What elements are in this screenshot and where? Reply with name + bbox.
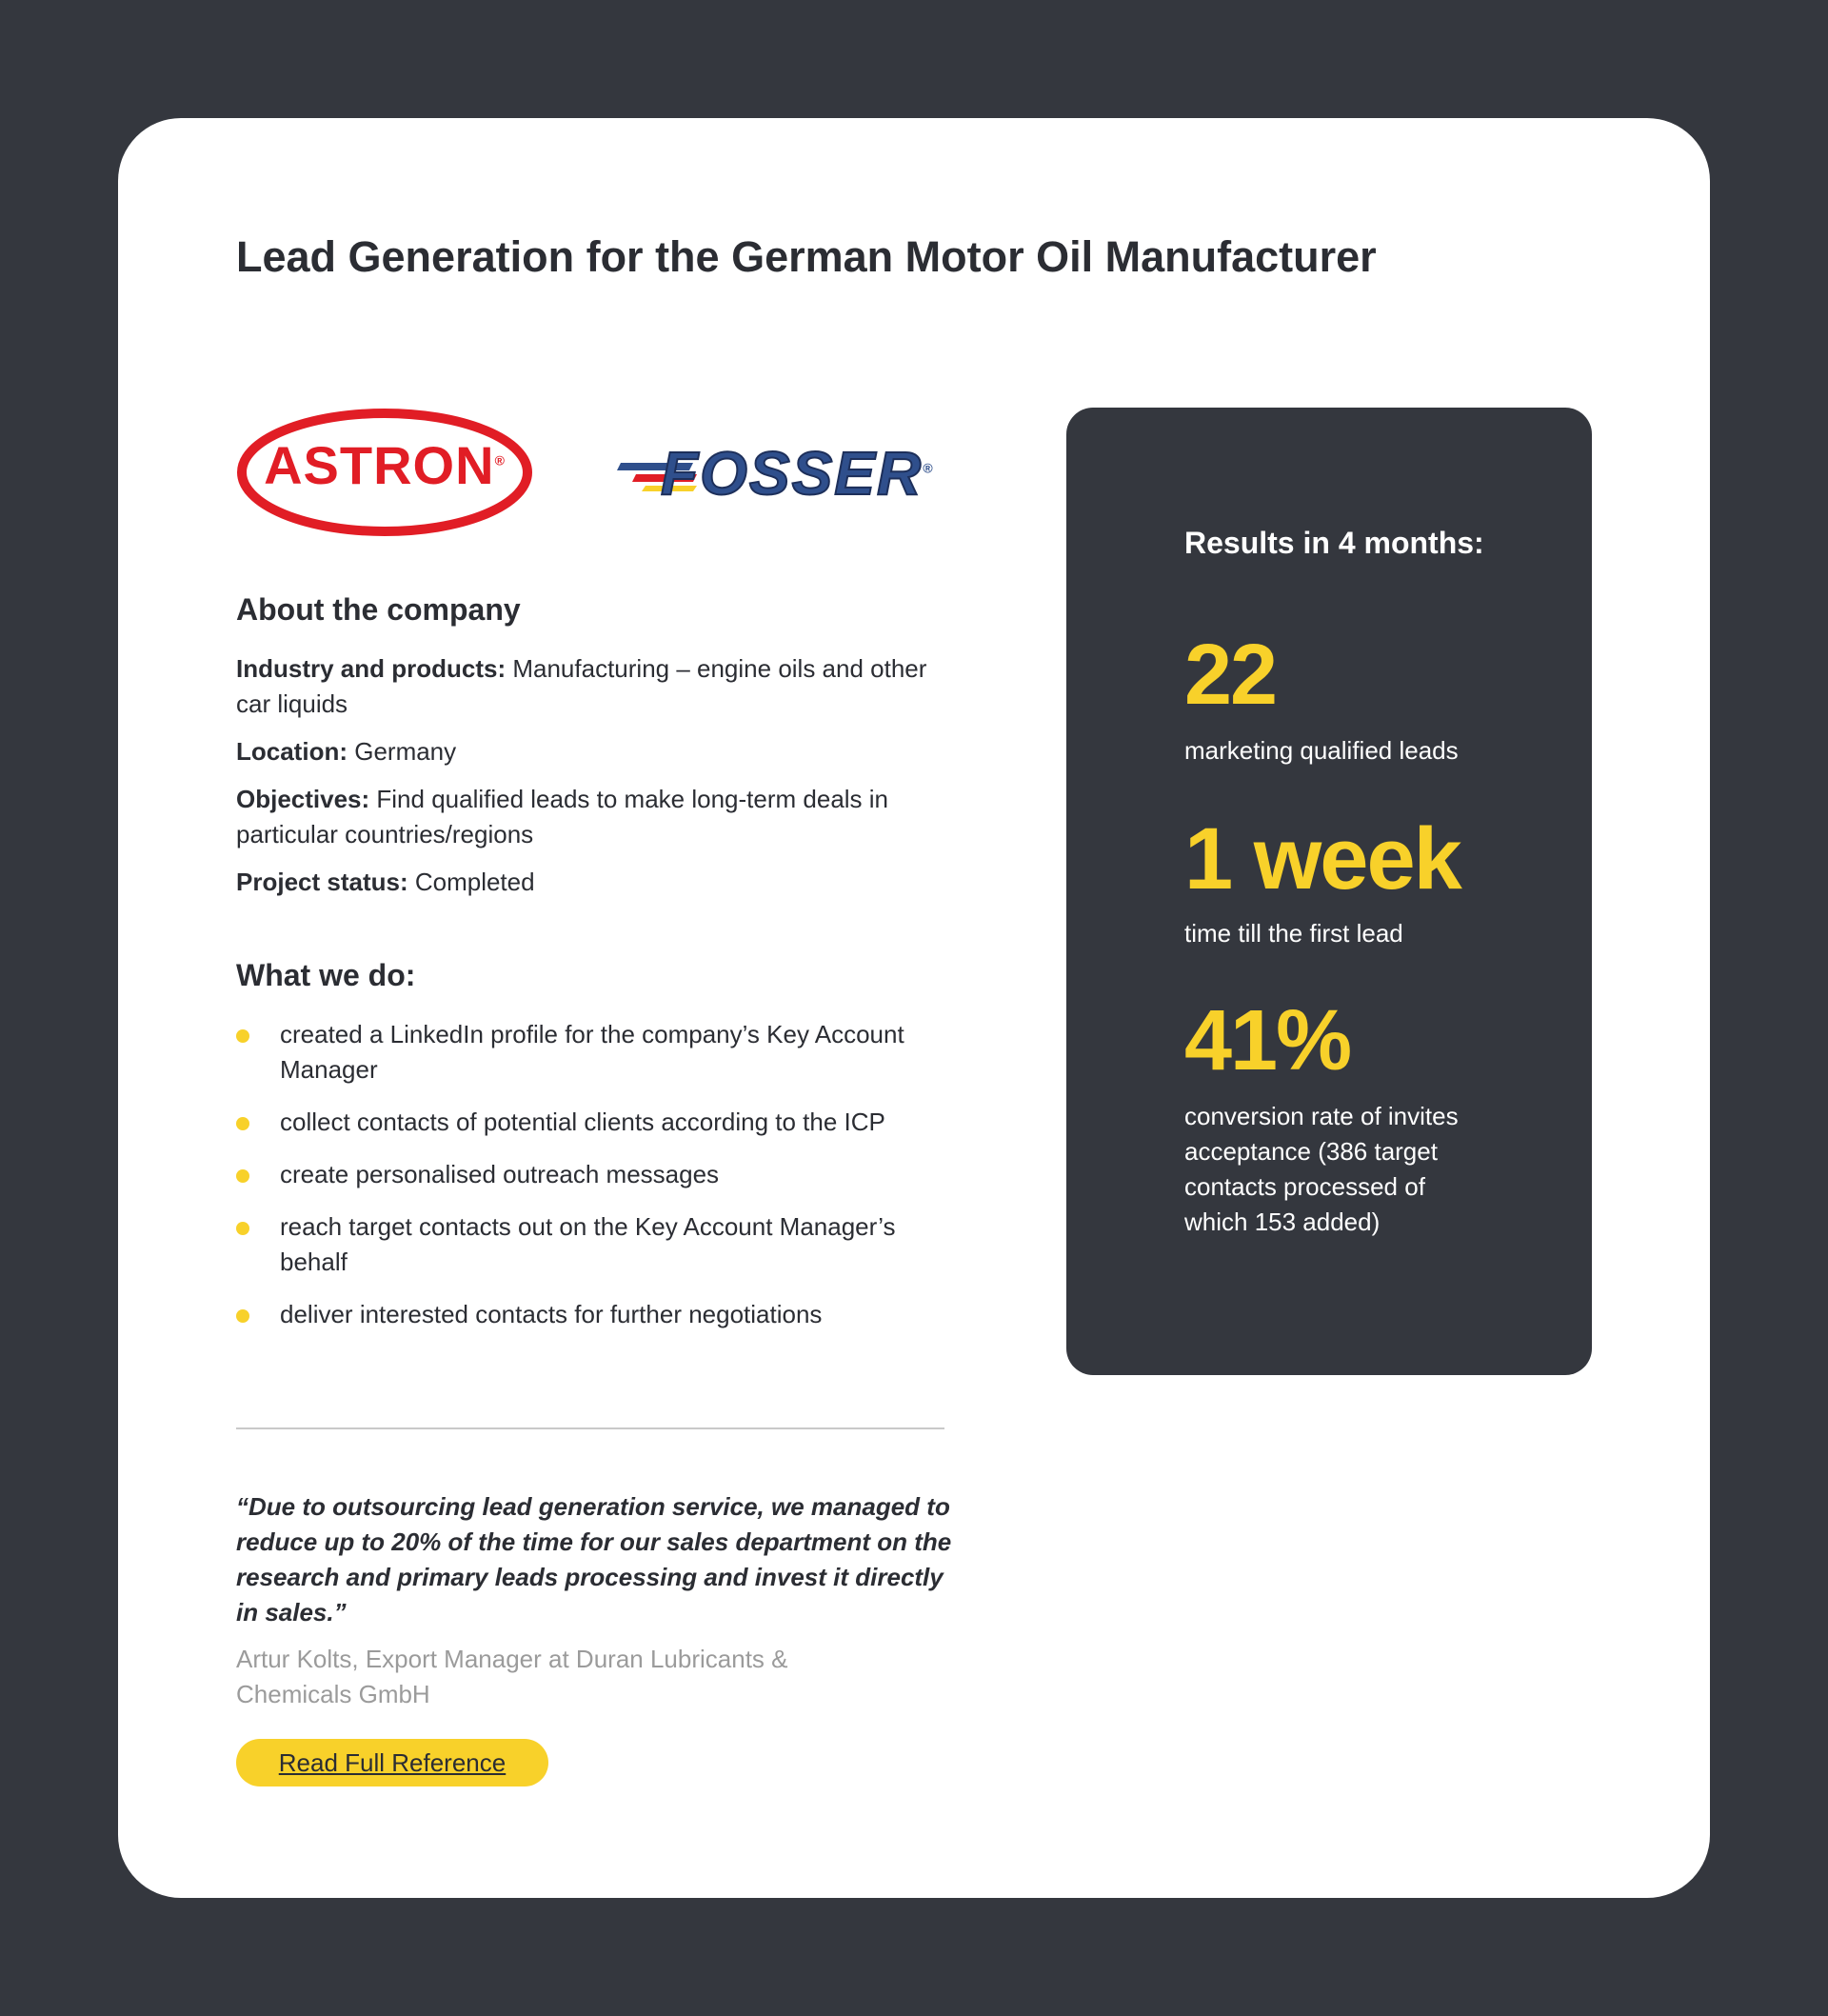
testimonial-quote: “Due to outsourcing lead generation service, we managed to reduce up to 20% of the time for our sales department on the research and primary leads processing and invest it directly in sales.” xyxy=(236,1492,952,1627)
list-item: deliver interested contacts for further negotiations xyxy=(236,1297,960,1332)
divider xyxy=(236,1427,944,1429)
stat-time-value: 1 week xyxy=(1184,810,1460,908)
what-we-do-title: What we do: xyxy=(236,958,416,992)
what-we-do-list xyxy=(236,1017,960,1349)
list-item: reach target contacts out on the Key Account Manager’s behalf xyxy=(236,1209,960,1280)
stat-conversion-label: conversion rate of invites acceptance (386 target contacts processed of which 153 added) xyxy=(1184,1102,1459,1236)
industry-line: Industry and products: Manufacturing – engine oils and other car liquids xyxy=(236,654,927,718)
stat-conversion-value: 41% xyxy=(1184,993,1351,1088)
about-title: About the company xyxy=(236,592,521,627)
testimonial-author: Artur Kolts, Export Manager at Duran Lubricants & Chemicals GmbH xyxy=(236,1645,788,1708)
list-item: created a LinkedIn profile for the company’s Key Account Manager xyxy=(236,1017,960,1088)
list-item: collect contacts of potential clients according to the ICP xyxy=(236,1105,960,1140)
bullet-icon xyxy=(236,1222,249,1235)
astron-logo: ASTRON® xyxy=(236,408,533,537)
about-details xyxy=(236,651,960,912)
stat-leads-label: marketing qualified leads xyxy=(1184,736,1459,765)
bullet-icon xyxy=(236,1309,249,1323)
page-title: Lead Generation for the German Motor Oil Manufacturer xyxy=(236,232,1377,281)
results-panel xyxy=(1066,408,1592,1375)
read-full-reference-button[interactable]: Read Full Reference xyxy=(236,1739,548,1786)
bullet-icon xyxy=(236,1029,249,1043)
case-study-card xyxy=(118,118,1710,1898)
stat-time-label: time till the first lead xyxy=(1184,919,1403,948)
status-line: Project status: Completed xyxy=(236,868,535,896)
client-logos xyxy=(236,408,960,537)
results-title: Results in 4 months: xyxy=(1184,526,1484,560)
bullet-icon xyxy=(236,1169,249,1183)
objectives-line: Objectives: Find qualified leads to make long-term deals in particular countries/regions xyxy=(236,785,889,848)
stat-leads-value: 22 xyxy=(1184,628,1277,723)
list-item: create personalised outreach messages xyxy=(236,1157,960,1192)
location-line: Location: Germany xyxy=(236,737,457,766)
bullet-icon xyxy=(236,1117,249,1130)
fosser-logo: FOSSER® xyxy=(617,434,941,509)
